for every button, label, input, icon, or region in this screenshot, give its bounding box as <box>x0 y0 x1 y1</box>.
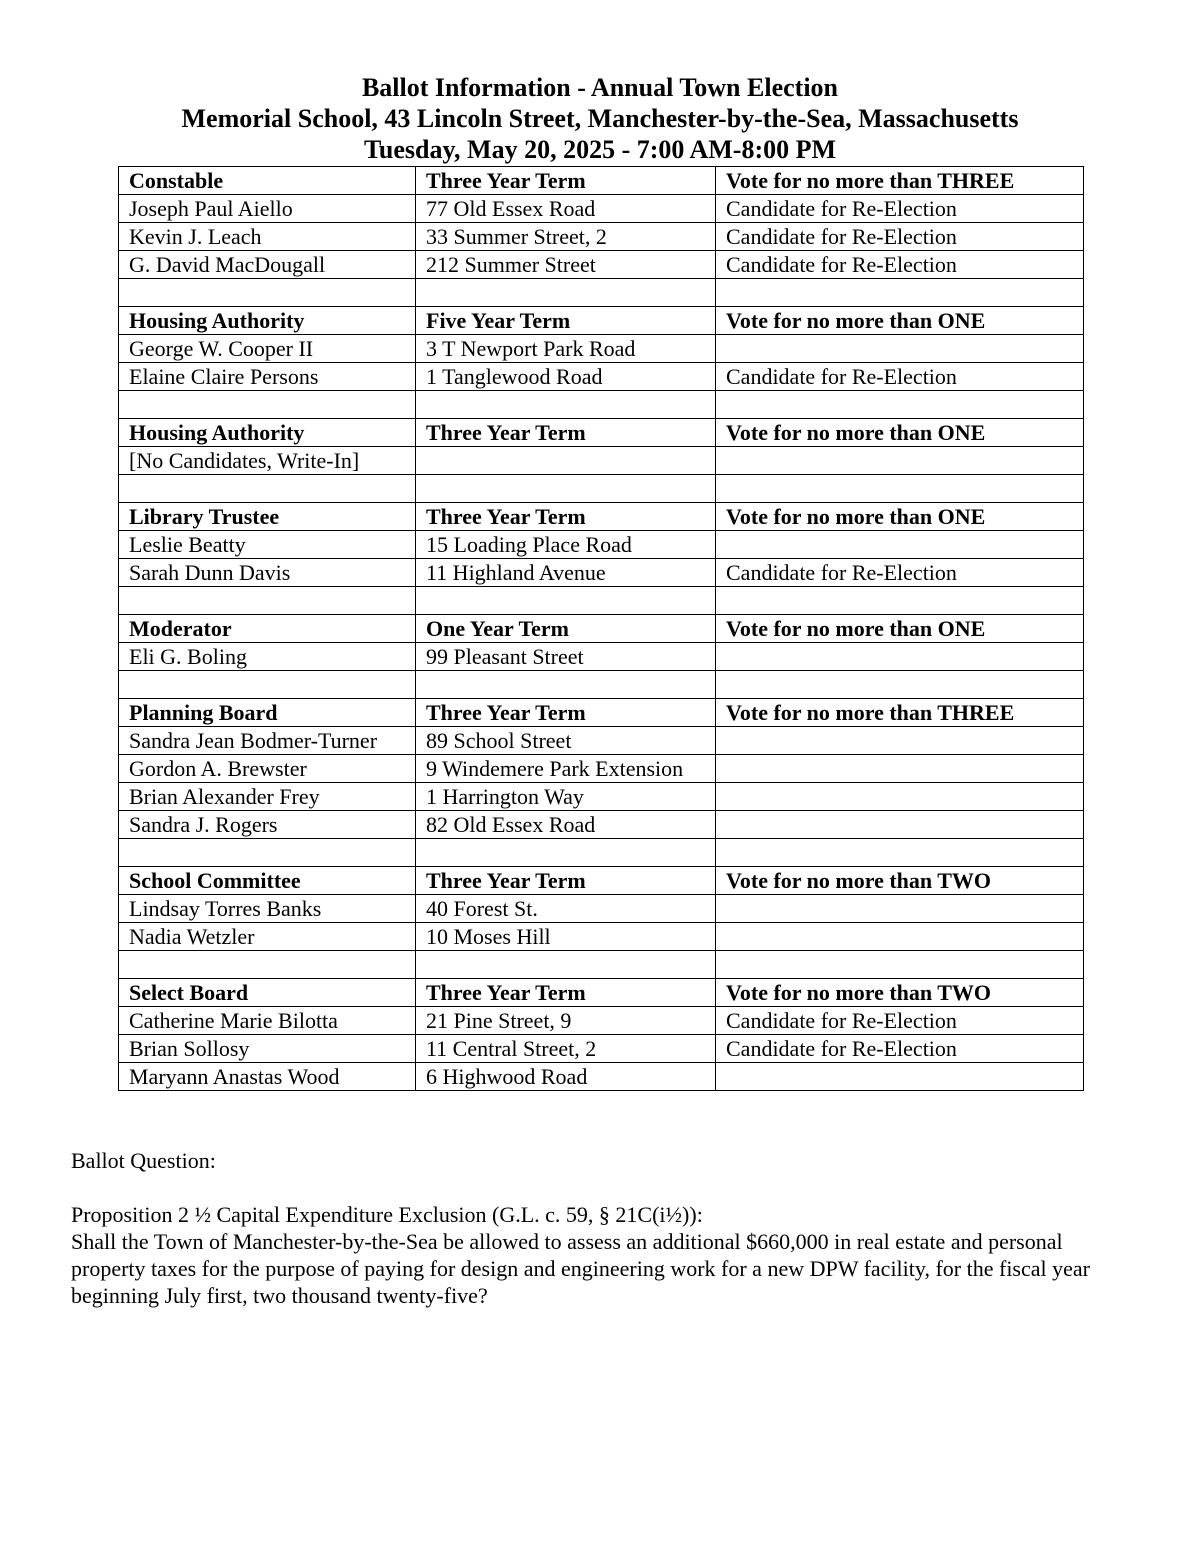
candidate-address: 40 Forest St. <box>416 895 716 923</box>
candidate-note: Candidate for Re-Election <box>716 559 1084 587</box>
office-term: Three Year Term <box>416 167 716 195</box>
candidate-row <box>119 1035 1084 1063</box>
candidate-name: Brian Sollosy <box>119 1035 416 1063</box>
office-name: School Committee <box>119 867 416 895</box>
candidate-note: Candidate for Re-Election <box>716 363 1084 391</box>
vote-limit: Vote for no more than ONE <box>716 419 1084 447</box>
spacer-cell <box>416 475 716 503</box>
vote-limit: Vote for no more than TWO <box>716 979 1084 1007</box>
office-name: Library Trustee <box>119 503 416 531</box>
candidate-row <box>119 783 1084 811</box>
header-location: Memorial School, 43 Lincoln Street, Manchester-by-the-Sea, Massachusetts <box>181 104 1019 133</box>
candidate-row <box>119 755 1084 783</box>
spacer-cell <box>416 587 716 615</box>
office-term: Five Year Term <box>416 307 716 335</box>
candidate-name: Nadia Wetzler <box>119 923 416 951</box>
candidate-row <box>119 1007 1084 1035</box>
candidate-name: Maryann Anastas Wood <box>119 1063 416 1091</box>
spacer-cell <box>416 671 716 699</box>
vote-limit: Vote for no more than ONE <box>716 307 1084 335</box>
candidate-address: 21 Pine Street, 9 <box>416 1007 716 1035</box>
candidate-name: G. David MacDougall <box>119 251 416 279</box>
ballot-question-text: Shall the Town of Manchester-by-the-Sea be allowed to assess an additional $660,000 in real estate and personal property taxes for the purpose of paying for design and engineering work for a new DPW facility, for the fiscal year beginning July first, two thousand twenty-five? <box>71 1229 1090 1308</box>
document-header <box>0 72 1200 165</box>
ballot-table <box>118 166 1084 1091</box>
ballot-question-label: Ballot Question: <box>71 1148 216 1173</box>
candidate-note: Candidate for Re-Election <box>716 1007 1084 1035</box>
candidate-note <box>716 335 1084 363</box>
spacer-row <box>119 587 1084 615</box>
candidate-note: Candidate for Re-Election <box>716 223 1084 251</box>
candidate-name: Sandra Jean Bodmer-Turner <box>119 727 416 755</box>
candidate-note <box>716 755 1084 783</box>
candidate-note <box>716 643 1084 671</box>
spacer-row <box>119 839 1084 867</box>
spacer-cell <box>716 475 1084 503</box>
office-header-row <box>119 615 1084 643</box>
candidate-row <box>119 251 1084 279</box>
spacer-cell <box>716 279 1084 307</box>
candidate-name: Sandra J. Rogers <box>119 811 416 839</box>
candidate-row <box>119 195 1084 223</box>
spacer-cell <box>416 839 716 867</box>
spacer-cell <box>119 587 416 615</box>
header-date: Tuesday, May 20, 2025 - 7:00 AM-8:00 PM <box>363 135 837 164</box>
candidate-row <box>119 811 1084 839</box>
office-name: Housing Authority <box>119 307 416 335</box>
candidate-row <box>119 923 1084 951</box>
candidate-note <box>716 531 1084 559</box>
candidate-name: Elaine Claire Persons <box>119 363 416 391</box>
candidate-name: Gordon A. Brewster <box>119 755 416 783</box>
candidate-row <box>119 531 1084 559</box>
candidate-note <box>716 1063 1084 1091</box>
candidate-row <box>119 447 1084 475</box>
office-name: Planning Board <box>119 699 416 727</box>
candidate-name: [No Candidates, Write-In] <box>119 447 416 475</box>
candidate-address: 3 T Newport Park Road <box>416 335 716 363</box>
office-term: Three Year Term <box>416 979 716 1007</box>
candidate-address: 33 Summer Street, 2 <box>416 223 716 251</box>
candidate-name: Eli G. Boling <box>119 643 416 671</box>
candidate-note <box>716 811 1084 839</box>
candidate-address: 212 Summer Street <box>416 251 716 279</box>
candidate-row <box>119 895 1084 923</box>
candidate-row <box>119 1063 1084 1091</box>
candidate-name: Catherine Marie Bilotta <box>119 1007 416 1035</box>
office-header-row <box>119 503 1084 531</box>
candidate-address: 11 Highland Avenue <box>416 559 716 587</box>
candidate-name: Leslie Beatty <box>119 531 416 559</box>
office-header-row <box>119 167 1084 195</box>
spacer-row <box>119 951 1084 979</box>
office-header-row <box>119 979 1084 1007</box>
spacer-cell <box>416 279 716 307</box>
candidate-note <box>716 783 1084 811</box>
candidate-name: Joseph Paul Aiello <box>119 195 416 223</box>
candidate-row <box>119 335 1084 363</box>
office-header-row <box>119 419 1084 447</box>
candidate-row <box>119 223 1084 251</box>
office-term: Three Year Term <box>416 419 716 447</box>
spacer-cell <box>716 951 1084 979</box>
candidate-row <box>119 363 1084 391</box>
candidate-name: Kevin J. Leach <box>119 223 416 251</box>
spacer-cell <box>119 475 416 503</box>
candidate-note: Candidate for Re-Election <box>716 1035 1084 1063</box>
candidate-row <box>119 727 1084 755</box>
candidate-address: 11 Central Street, 2 <box>416 1035 716 1063</box>
candidate-address: 15 Loading Place Road <box>416 531 716 559</box>
vote-limit: Vote for no more than TWO <box>716 867 1084 895</box>
spacer-row <box>119 279 1084 307</box>
spacer-cell <box>716 391 1084 419</box>
office-name: Moderator <box>119 615 416 643</box>
candidate-address: 1 Harrington Way <box>416 783 716 811</box>
header-title: Ballot Information - Annual Town Election <box>361 73 839 102</box>
candidate-address: 10 Moses Hill <box>416 923 716 951</box>
candidate-note <box>716 923 1084 951</box>
candidate-address <box>416 447 716 475</box>
candidate-name: Lindsay Torres Banks <box>119 895 416 923</box>
ballot-question-title: Proposition 2 ½ Capital Expenditure Exclusion (G.L. c. 59, § 21C(i½)): <box>71 1202 703 1227</box>
office-term: One Year Term <box>416 615 716 643</box>
office-header-row <box>119 307 1084 335</box>
candidate-address: 6 Highwood Road <box>416 1063 716 1091</box>
office-name: Housing Authority <box>119 419 416 447</box>
office-header-row <box>119 699 1084 727</box>
spacer-cell <box>716 671 1084 699</box>
spacer-cell <box>119 839 416 867</box>
office-header-row <box>119 867 1084 895</box>
vote-limit: Vote for no more than ONE <box>716 615 1084 643</box>
office-name: Select Board <box>119 979 416 1007</box>
spacer-row <box>119 671 1084 699</box>
office-term: Three Year Term <box>416 503 716 531</box>
candidate-address: 77 Old Essex Road <box>416 195 716 223</box>
candidate-address: 1 Tanglewood Road <box>416 363 716 391</box>
candidate-name: Brian Alexander Frey <box>119 783 416 811</box>
office-name: Constable <box>119 167 416 195</box>
vote-limit: Vote for no more than THREE <box>716 167 1084 195</box>
candidate-name: Sarah Dunn Davis <box>119 559 416 587</box>
spacer-cell <box>119 671 416 699</box>
spacer-cell <box>416 391 716 419</box>
candidate-address: 82 Old Essex Road <box>416 811 716 839</box>
candidate-name: George W. Cooper II <box>119 335 416 363</box>
vote-limit: Vote for no more than ONE <box>716 503 1084 531</box>
candidate-note <box>716 895 1084 923</box>
spacer-cell <box>716 587 1084 615</box>
candidate-address: 99 Pleasant Street <box>416 643 716 671</box>
spacer-row <box>119 391 1084 419</box>
candidate-note: Candidate for Re-Election <box>716 251 1084 279</box>
candidate-address: 9 Windemere Park Extension <box>416 755 716 783</box>
ballot-question <box>71 1201 1131 1309</box>
candidate-note <box>716 447 1084 475</box>
spacer-cell <box>119 951 416 979</box>
candidate-note <box>716 727 1084 755</box>
spacer-cell <box>416 951 716 979</box>
spacer-row <box>119 475 1084 503</box>
spacer-cell <box>716 839 1084 867</box>
office-term: Three Year Term <box>416 867 716 895</box>
candidate-address: 89 School Street <box>416 727 716 755</box>
candidate-row <box>119 559 1084 587</box>
spacer-cell <box>119 279 416 307</box>
candidate-note: Candidate for Re-Election <box>716 195 1084 223</box>
vote-limit: Vote for no more than THREE <box>716 699 1084 727</box>
candidate-row <box>119 643 1084 671</box>
spacer-cell <box>119 391 416 419</box>
office-term: Three Year Term <box>416 699 716 727</box>
